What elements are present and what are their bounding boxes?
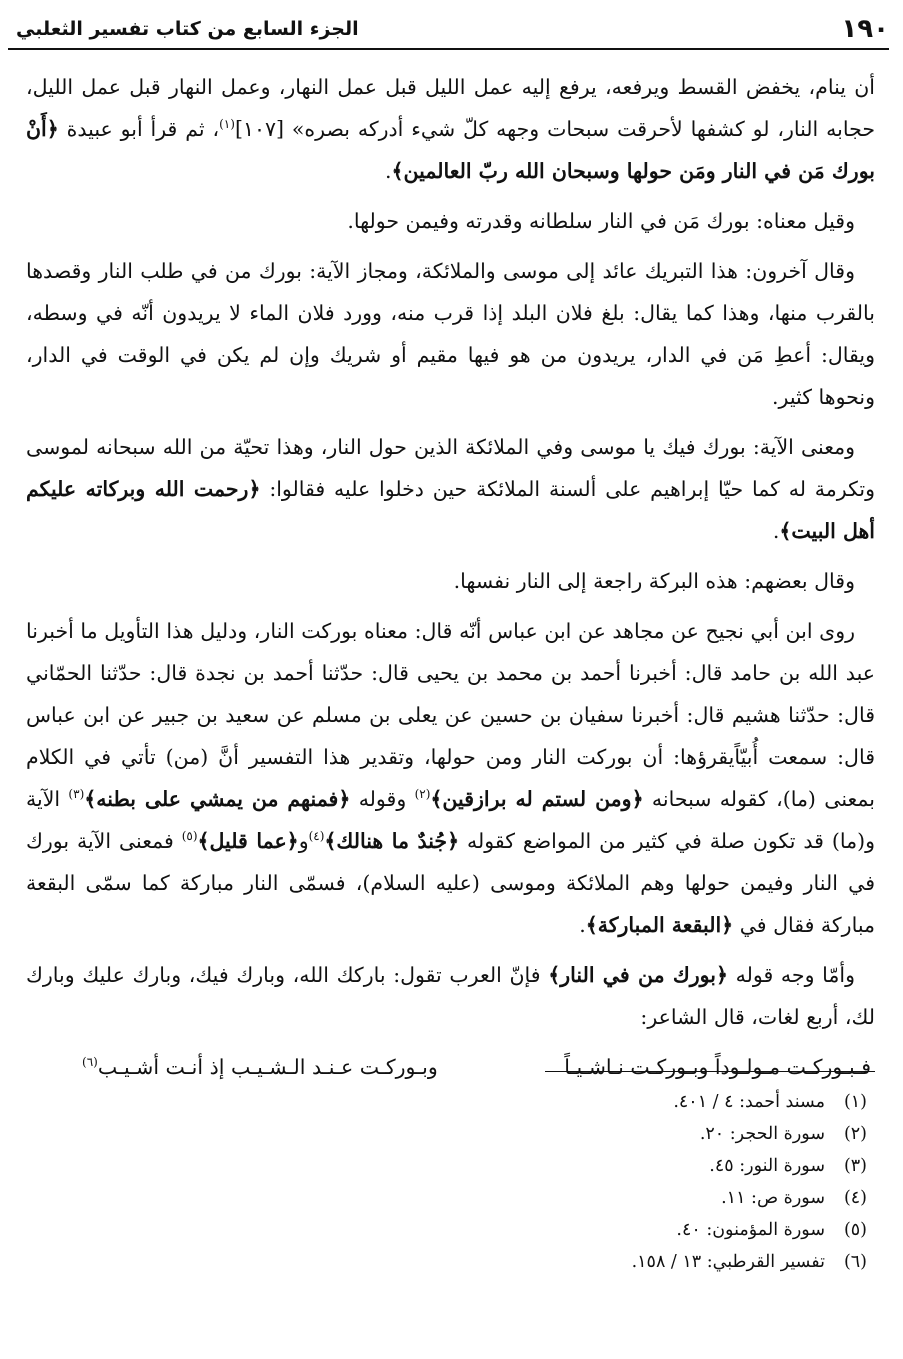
quran-quote: ﴿عما قليل﴾ (197, 829, 299, 853)
footnote-ref: (٦) (82, 1055, 98, 1070)
footnote-number: (٣) (843, 1156, 867, 1176)
text-span: . (579, 913, 586, 937)
footnote-text: سورة المؤمنون: ٤٠. (676, 1220, 825, 1240)
footnote-item (300, 1246, 867, 1278)
paragraph: وقيل معناه: بورك مَن في النار سلطانه وقدرته وفيمن حولها. (347, 209, 855, 233)
poetry-verse (26, 1046, 875, 1088)
paragraph: وقال بعضهم: هذه البركة راجعة إلى النار نفسها. (453, 569, 855, 593)
text-span: الآية و(ما) قد تكون صلة في كثير من المواضع كقوله (26, 787, 875, 853)
footnote-number: (١) (843, 1092, 867, 1112)
text-span: ومعنى الآية: بورك فيك يا موسى وفي الملائكة الذين حول النار، وهذا تحيّة من الله سبحانه لموسى وتكرمة له كما حيّا إبراهيم على ألسنة الملائكة حين دخلوا عليه فقالوا: (26, 435, 875, 501)
footnote-ref: (٣) (68, 787, 85, 802)
footnote-number: (٥) (843, 1220, 867, 1240)
footnote-item (300, 1086, 867, 1118)
footnote-ref: (١) (219, 117, 235, 132)
quran-quote: ﴿بورك من في النار﴾ (548, 963, 728, 987)
footnote-divider (545, 1071, 875, 1072)
text-span: فمعنى الآية بورك في النار وفيمن حولها وهم الملائكة وموسى (عليه السلام)، فسمّى النار مباركة كما سمّى البقعة مباركة فقال في (26, 829, 875, 937)
text-span: أن ينام، يخفض القسط ويرفعه، يرفع إليه عمل الليل قبل عمل النهار، وعمل النهار قبل عمل الليل، حجابه النار، لو كشفها لأحرقت سبحات وجهه كلّ شيء أدركه بصره» [١٠٧] (26, 75, 875, 141)
footnote-text: مسند أحمد: ٤ / ٤٠١. (673, 1092, 825, 1112)
text-span: . (385, 159, 392, 183)
quran-quote: ﴿جُندٌ ما هنالك﴾ (324, 829, 460, 853)
footnote-text: سورة الحجر: ٢٠. (699, 1124, 825, 1144)
text-span: ، ثم قرأ أبو عبيدة (58, 117, 220, 141)
quran-quote: ﴿أَنْ بورك مَن في النار ومَن حولها وسبحان الله ربّ العالمين﴾ (26, 117, 875, 183)
footnote-item (300, 1214, 867, 1246)
footnote-item (300, 1118, 867, 1150)
text-span: . (772, 519, 780, 543)
paragraph (26, 610, 875, 946)
paragraph: وقال آخرون: هذا التبريك عائد إلى موسى والملائكة، ومجاز الآية: بورك من في طلب النار وقصدها بالقرب منها، وهذا كما يقال: بلغ فلان البلد إذا قرب منه، وورد فلان الماء لا يريدون أنّه في وسطه، ويقال: أعطِ مَن في الدار، يريدون من هو فيها مقيم أو شريك وإن لم يكن في الوقت في الدار، ونحوها كثير. (26, 259, 875, 409)
text-span: و (298, 829, 309, 853)
footnote-item (300, 1182, 867, 1214)
paragraph (26, 954, 875, 1038)
footnote-item (300, 1150, 867, 1182)
footnote-ref: (٤) (308, 829, 325, 844)
footnote-number: (٤) (843, 1188, 867, 1208)
text-span: وقوله (350, 787, 415, 811)
quran-quote: ﴿رحمت الله وبركاته عليكم أهل البيت﴾ (26, 477, 875, 543)
page-number: ١٩٠ (841, 14, 889, 44)
footnote-text: تفسير القرطبي: ١٣ / ١٥٨. (631, 1252, 825, 1272)
footnote-ref: (٥) (181, 829, 198, 844)
footnote-text: سورة النور: ٤٥. (709, 1156, 825, 1176)
quran-quote: ﴿ومن لستم له برازقين﴾ (430, 787, 644, 811)
text-span: فإنّ العرب تقول: باركك الله، وبارك فيك، وبارك عليك وبارك لك، أربع لغات، قال الشاعر: (26, 963, 875, 1029)
text-span: وأمّا وجه قوله (727, 963, 855, 987)
footnotes (300, 1086, 867, 1278)
text-span: وبـوركـت عـنـد الـشـيـب إذ أنـت أشـيـب (97, 1055, 438, 1079)
footnote-number: (٢) (843, 1124, 867, 1144)
running-title: الجزء السابع من كتاب تفسير الثعلبي (16, 18, 359, 40)
footnote-ref: (٢) (414, 787, 431, 802)
verse-first-hemistich: فـبـوركـت مـولـوداً وبـوركـت نـاشـيـاً (564, 1055, 871, 1079)
paragraph (26, 426, 875, 552)
main-text (26, 66, 875, 1088)
verse-second-hemistich (82, 1046, 438, 1088)
quran-quote: ﴿فمنهم من يمشي على بطنه﴾ (84, 787, 351, 811)
text-span: روى ابن أبي نجيح عن مجاهد عن ابن عباس أنّه قال: معناه بوركت النار، ودليل هذا التأويل ما أخبرنا عبد الله بن حامد قال: أخبرنا أحمد بن محمد بن يحيى قال: حدّثنا أحمد بن نجدة قال: حدّثنا الحمّاني قال: حدّثنا هشيم قال: أخبرنا سفيان بن حسين عن يعلى بن مسلم عن سعيد بن جبير عن ابن عباس قال: سمعت أُبيّاًيقرؤها: أن بوركت النار ومن حولها، وتقدير هذا التفسير أنَّ (من) تأتي في الكلام بمعنى (ما)، كقوله سبحانه (26, 619, 875, 811)
footnote-text: سورة ص: ١١. (721, 1188, 825, 1208)
footnote-number: (٦) (843, 1252, 867, 1272)
page-header (8, 14, 889, 50)
quran-quote: ﴿البقعة المباركة﴾ (585, 913, 734, 937)
paragraph (26, 66, 875, 192)
